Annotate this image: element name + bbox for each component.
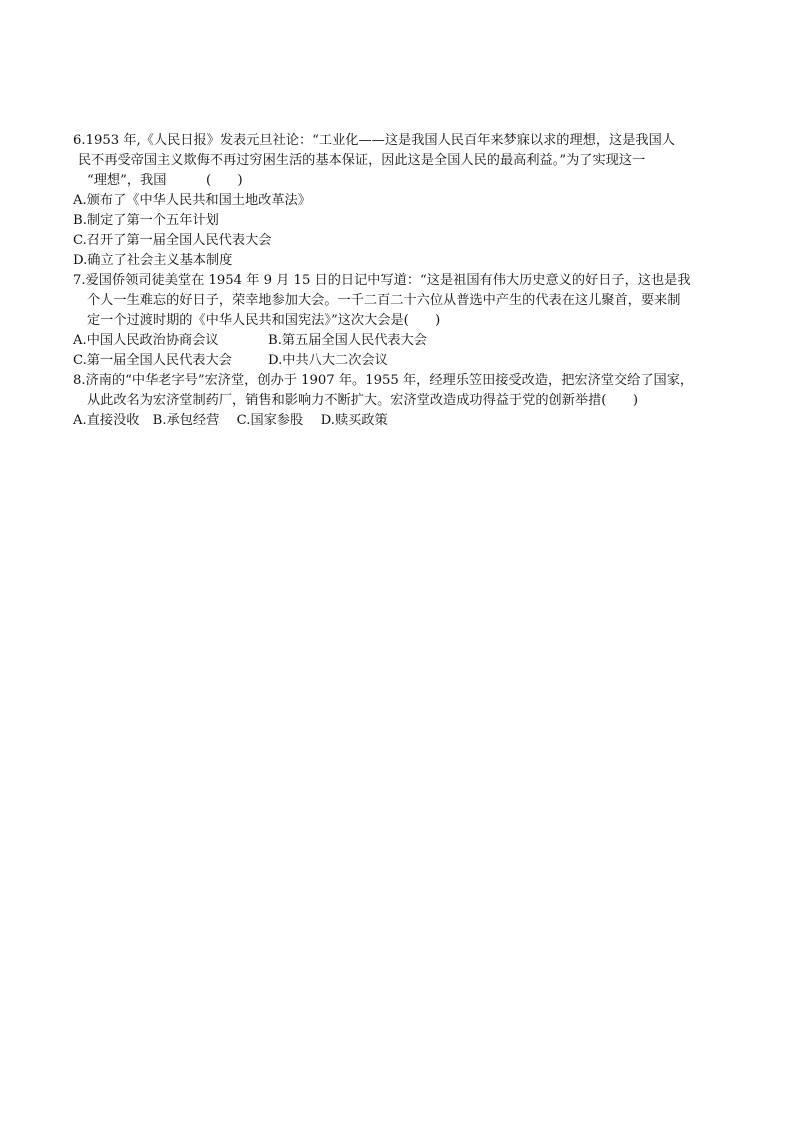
- q8-options[interactable]: A.直接没收 B.承包经营 C.国家参股 D.赎买政策: [73, 413, 388, 428]
- q7-stem-line-2: 个人一生难忘的好日子，荣幸地参加大会。一千二百二十六位从普选中产生的代表在这儿聚首，要来制: [87, 293, 681, 308]
- q8-stem-line-2: 从此改名为宏济堂制药厂，销售和影响力不断扩大。宏济堂改造成功得益于党的创新举措( ): [87, 393, 638, 408]
- q6-option-a[interactable]: A.颁布了《中华人民共和国土地改革法》: [73, 193, 311, 208]
- q7-option-d[interactable]: D.中共八大二次会议: [268, 353, 388, 368]
- q6-stem-line-2: 民不再受帝国主义欺侮不再过穷困生活的基本保证，因此这是全国人民的最高利益。”为了实现这一: [78, 153, 646, 168]
- q6-option-c[interactable]: C.召开了第一届全国人民代表大会: [73, 233, 272, 248]
- q7-option-c[interactable]: C.第一届全国人民代表大会: [73, 353, 232, 368]
- q7-option-a[interactable]: A.中国人民政治协商会议: [73, 333, 219, 348]
- q7-stem-line-1: 7.爱国侨领司徒美堂在 1954 年 9 月 15 日的日记中写道：“这是祖国有伟大历史意义的好日子，这也是我: [73, 273, 691, 288]
- q7-stem-line-3: 定一个过渡时期的《中华人民共和国宪法》”这次大会是( ): [87, 313, 441, 328]
- q8-stem-line-1: 8.济南的“中华老字号”宏济堂，创办于 1907 年。1955 年，经理乐笠田接受改造，把宏济堂交给了国家，: [73, 373, 694, 388]
- q6-option-b[interactable]: B.制定了第一个五年计划: [73, 213, 219, 228]
- q7-option-b[interactable]: B.第五届全国人民代表大会: [268, 333, 427, 348]
- q6-stem-line-3: “理想”，我国 ( ): [87, 173, 243, 188]
- q6-stem-line-1: 6.1953 年,《人民日报》发表元旦社论：“工业化——这是我国人民百年来梦寐以求的理想，这是我国人: [73, 133, 675, 148]
- q6-option-d[interactable]: D.确立了社会主义基本制度: [73, 253, 233, 268]
